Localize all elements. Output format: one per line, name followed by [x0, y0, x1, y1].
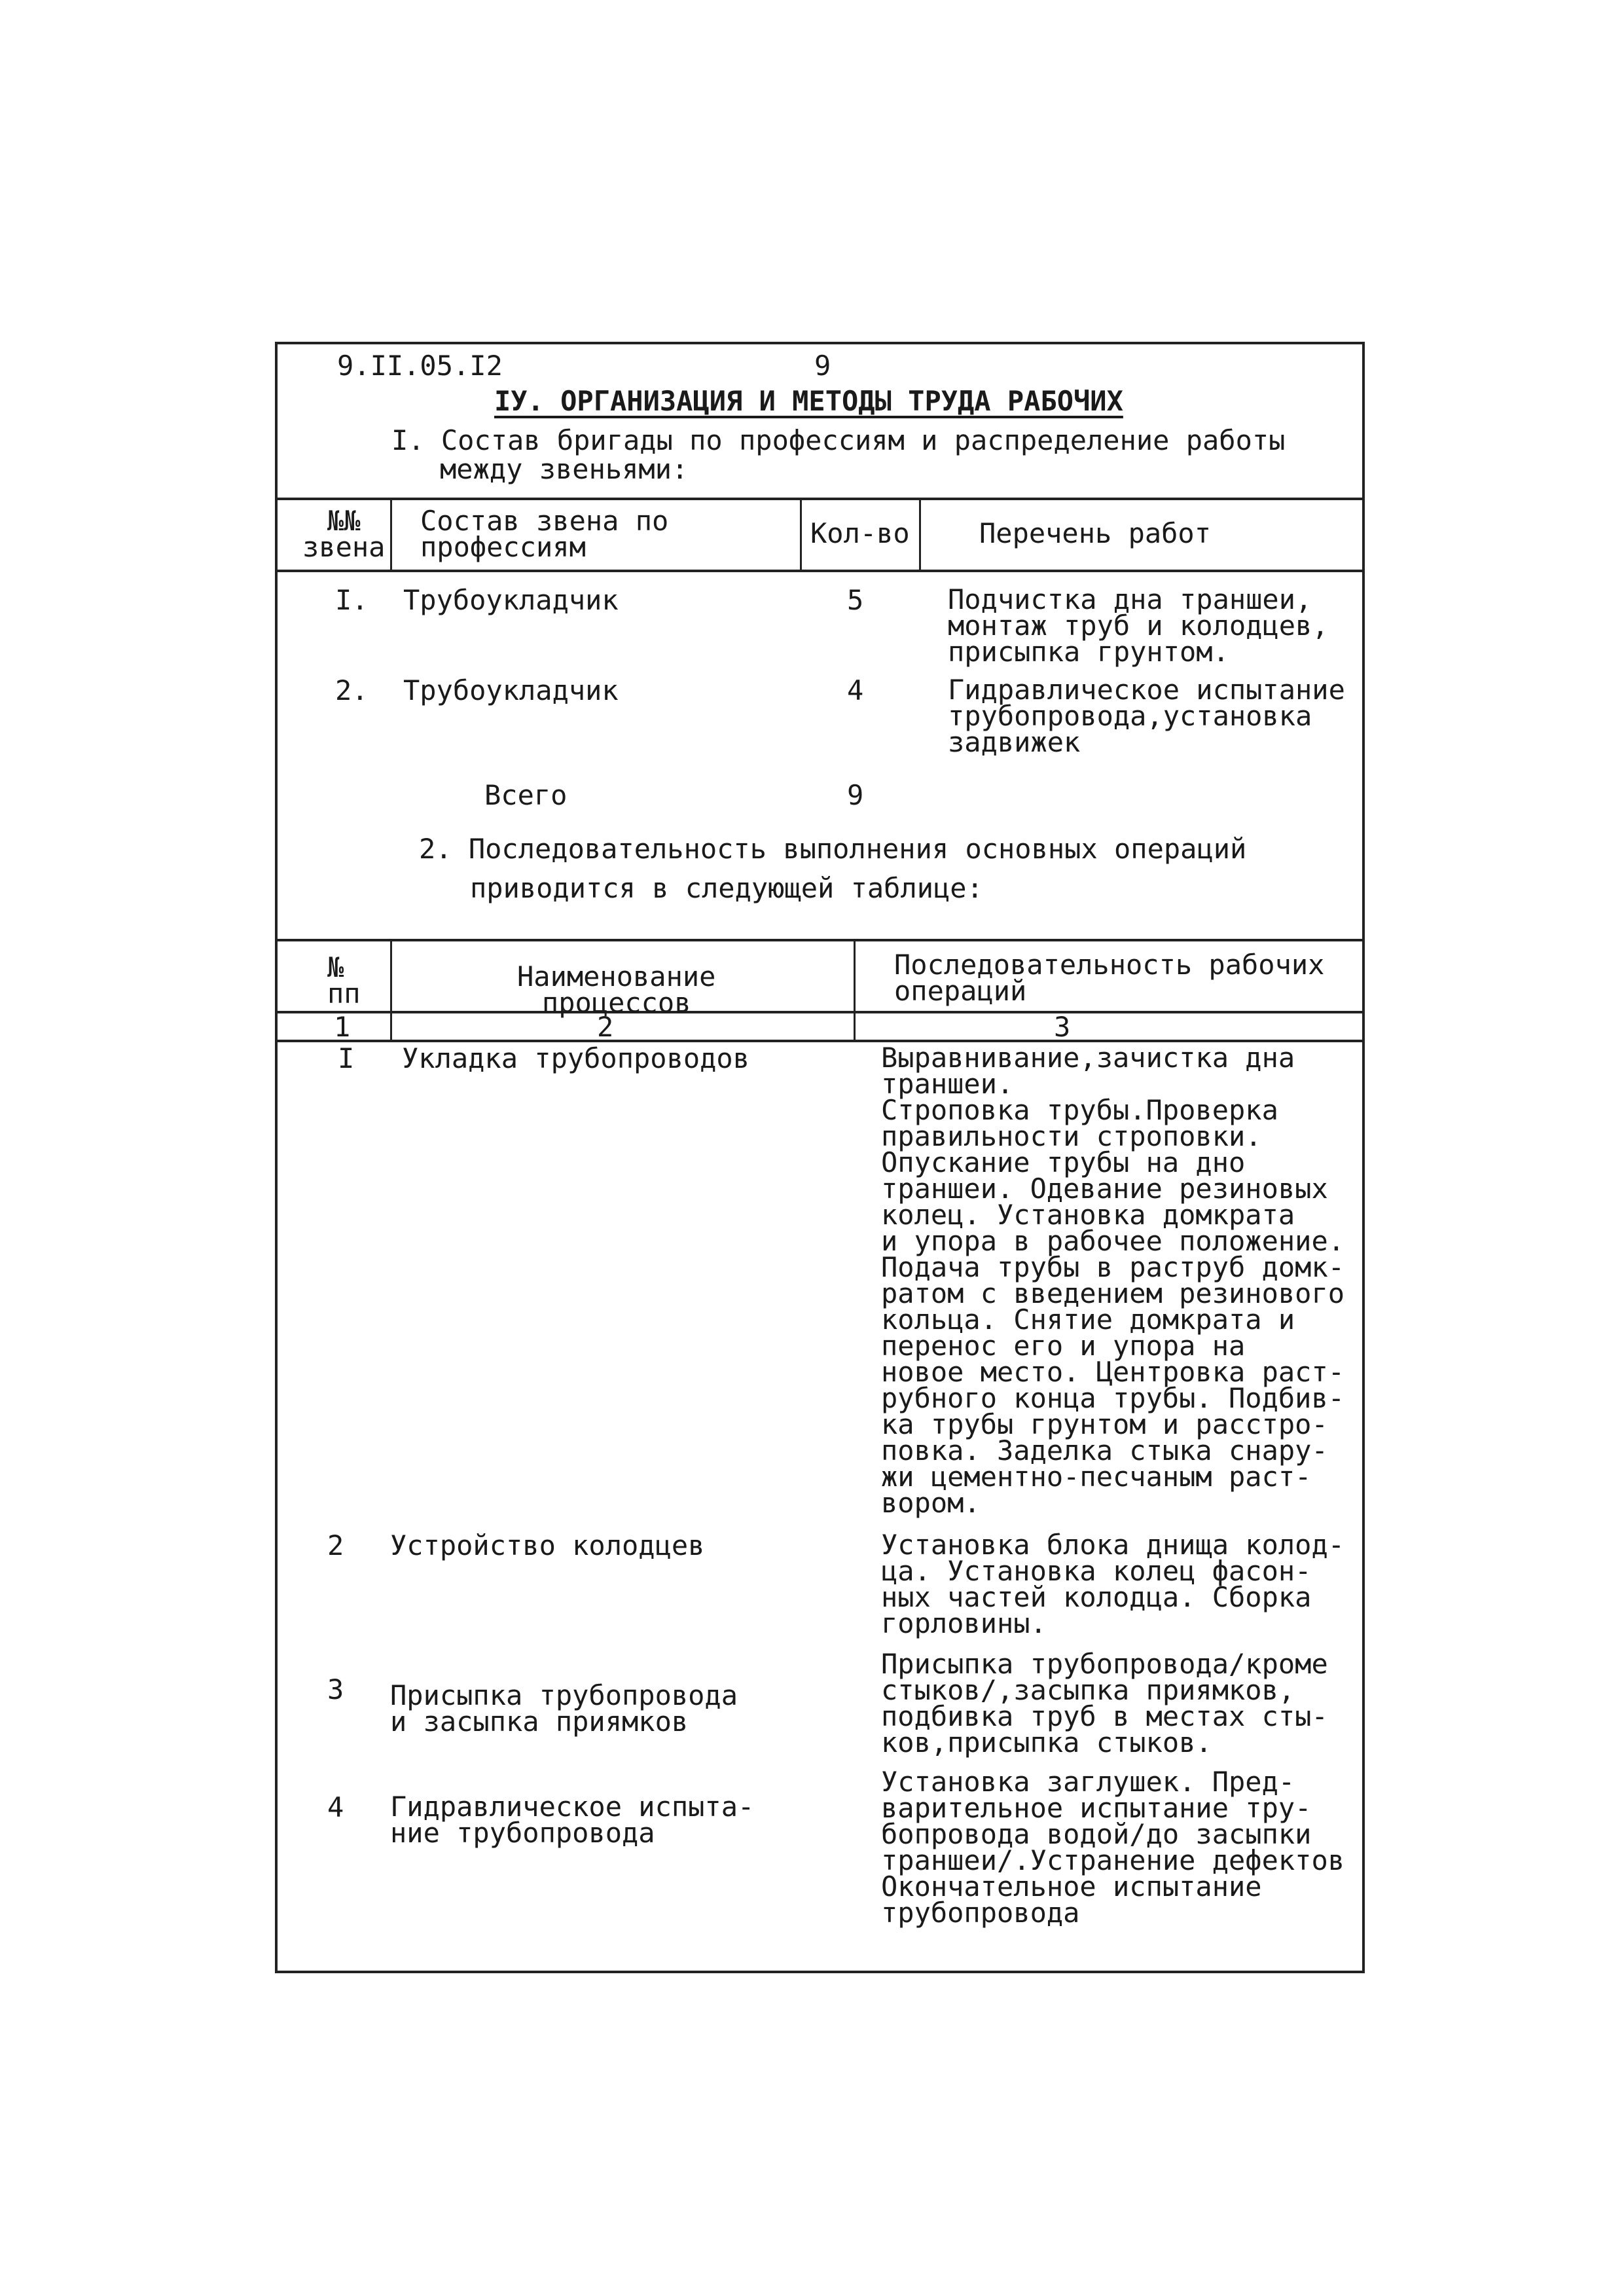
- crew-col-divider-2: [800, 498, 802, 570]
- crew-total-value: 9: [847, 779, 864, 811]
- crew-row-2-number: 2.: [335, 674, 369, 706]
- crew-row-2-profession: Трубоукладчик: [403, 674, 619, 706]
- ops-row-3-process: Присыпка трубопровода и засыпка приямков: [390, 1679, 738, 1738]
- ops-row-4-number: 4: [327, 1791, 344, 1823]
- crew-table-top-border: [275, 498, 1365, 500]
- crew-row-1-number: I.: [335, 584, 369, 616]
- ops-colnum-1: 1: [334, 1011, 351, 1043]
- ops-colnum-2: 2: [597, 1011, 614, 1043]
- crew-col-divider-1: [390, 498, 392, 570]
- ops-row-2-operations: Установка блока днища колод- ца. Установка колец фасон- ных частей колодца. Сборка горловины.: [881, 1529, 1345, 1639]
- ops-colnum-3: 3: [1054, 1011, 1071, 1043]
- ops-header-process: Наименование процессов: [517, 960, 716, 1019]
- ops-row-4-process: Гидравлическое испыта- ние трубопровода: [390, 1791, 755, 1849]
- crew-row-2-count: 4: [847, 674, 864, 706]
- ops-row-1-process: Укладка трубопроводов: [402, 1042, 750, 1074]
- ops-header-number: № пп: [327, 951, 361, 1010]
- crew-table-header-border: [275, 570, 1365, 572]
- ops-header-operations: Последовательность рабочих операций: [894, 949, 1325, 1007]
- ops-row-3-number: 3: [327, 1673, 344, 1705]
- crew-row-2-works: Гидравлическое испытание трубопровода,установка задвижек: [948, 674, 1345, 758]
- crew-header-count: Кол-во: [810, 517, 910, 549]
- crew-header-works: Перечень работ: [979, 517, 1212, 549]
- crew-row-1-count: 5: [847, 584, 864, 616]
- ops-row-1-number: I: [338, 1042, 355, 1074]
- ops-col-divider-1: [390, 939, 392, 1040]
- ops-row-1-operations: Выравнивание,зачистка дна траншеи. Строповка трубы.Проверка правильности строповки. Опускание трубы на дно траншеи. Одевание резиновых колец. Установка домкрата и упора в рабочее положение. Подача трубы в раструб домк- ратом с введением резинового кольца. Снятие домкрата и перенос его и упора на новое место. Центровка раст- рубного конца трубы. Подбив- ка трубы грунтом и расстро- повка. Заделка стыка снару- жи цементно-песчаным раст- вором.: [881, 1042, 1345, 1519]
- ops-table-top-border: [275, 939, 1365, 941]
- ops-col-divider-2: [854, 939, 856, 1040]
- crew-col-divider-3: [919, 498, 921, 570]
- crew-header-number: №№ звена: [302, 505, 386, 563]
- paragraph-1-line-2: между звеньями:: [440, 453, 689, 485]
- document-code: 9.II.05.I2: [337, 350, 503, 382]
- page-number: 9: [814, 350, 831, 382]
- paragraph-2-line-1: 2. Последовательность выполнения основных операций: [419, 833, 1247, 865]
- ops-row-4-operations: Установка заглушек. Пред- варительное испытание тру- бопровода водой/до засыпки траншеи/.Устранение дефектов Окончательное испытание трубопровода: [881, 1766, 1345, 1929]
- crew-total-label: Всего: [484, 779, 568, 811]
- crew-row-1-works: Подчистка дна траншеи, монтаж труб и колодцев, присыпка грунтом.: [948, 583, 1329, 668]
- ops-row-2-number: 2: [327, 1529, 344, 1561]
- crew-row-1-profession: Трубоукладчик: [403, 584, 619, 616]
- paragraph-2-line-2: приводится в следующей таблице:: [470, 872, 983, 904]
- ops-table-header-border: [275, 1011, 1365, 1013]
- ops-row-2-process: Устройство колодцев: [390, 1529, 705, 1561]
- section-title: IУ. ОРГАНИЗАЦИЯ И МЕТОДЫ ТРУДА РАБОЧИХ: [494, 385, 1123, 417]
- paragraph-1-line-1: I. Состав бригады по профессиям и распределение работы: [391, 424, 1286, 456]
- crew-header-profession: Состав звена по профессиям: [420, 505, 669, 563]
- ops-row-3-operations: Присыпка трубопровода/кроме стыков/,засыпка приямков, подбивка труб в местах сты- ков,присыпка стыков.: [881, 1648, 1328, 1758]
